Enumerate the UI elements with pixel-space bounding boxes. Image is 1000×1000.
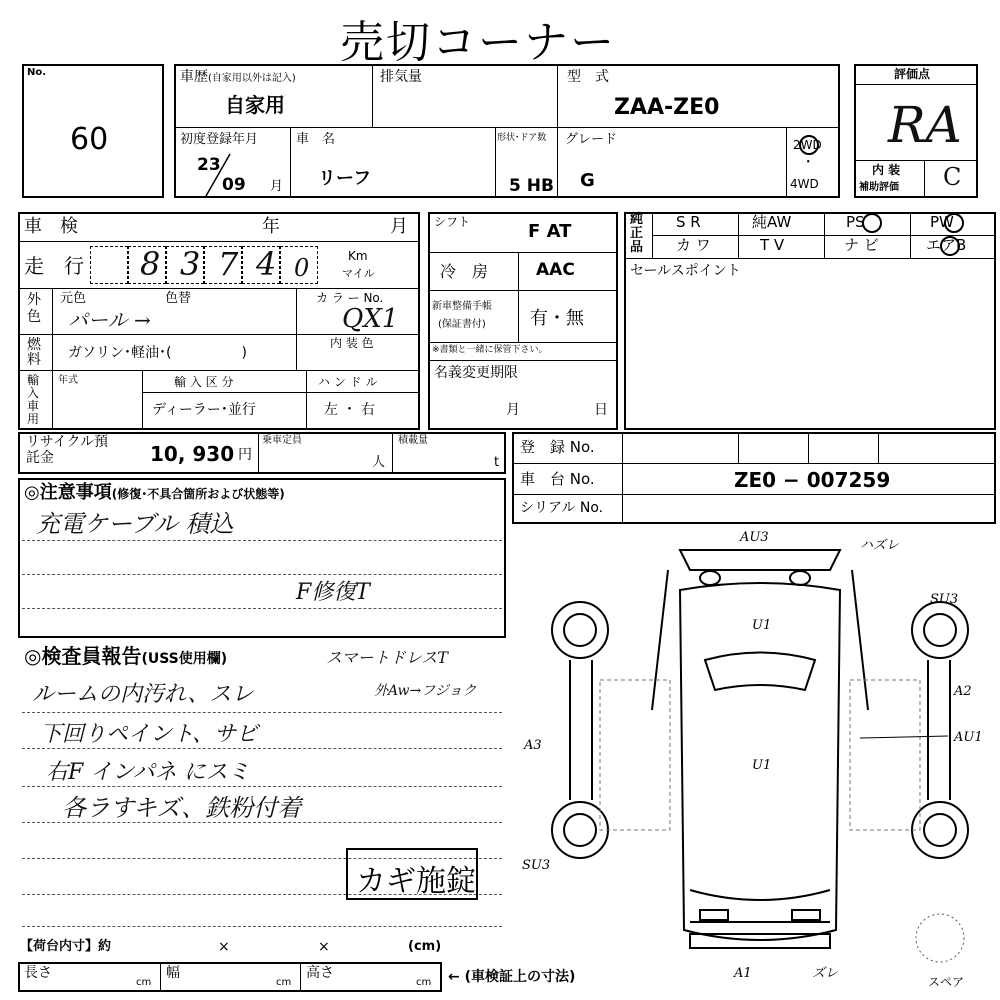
import-class-label: 輸 入 区 分 bbox=[174, 375, 234, 389]
inspection-year-unit: 年 bbox=[262, 216, 280, 237]
diagram-mark-au3: AU3 bbox=[740, 530, 769, 545]
serial-label: シリアル No. bbox=[520, 500, 604, 516]
capacity-label: 乗車定員 bbox=[262, 435, 302, 446]
lock-stamp-text: カギ施錠 bbox=[356, 864, 476, 899]
inspector-line-4: 各ラすキズ、鉄粉付着 bbox=[62, 794, 302, 822]
car-damage-diagram bbox=[540, 530, 980, 970]
diagram-mark-su3-right: SU3 bbox=[930, 592, 959, 607]
load-label: 積載量 bbox=[398, 435, 428, 446]
import-year-label: 年式 bbox=[58, 375, 78, 386]
diagram-mark-a3: A3 bbox=[524, 738, 542, 753]
grade-label: グレード bbox=[565, 132, 618, 147]
evaluation-label: 評価点 bbox=[894, 67, 931, 81]
mileage-unit-mile: マイル bbox=[342, 267, 375, 280]
mileage-d3: 7 bbox=[218, 245, 239, 283]
equip-airbag-circle bbox=[940, 236, 960, 256]
lot-number: 60 bbox=[70, 122, 109, 157]
shift-label: シフト bbox=[434, 215, 471, 229]
mileage-d5: 0 bbox=[294, 254, 310, 282]
cargo-note: ← (車検証上の寸法) bbox=[448, 969, 576, 985]
history-label: 車歴(自家用以外は記入) bbox=[180, 69, 296, 85]
ac-label: 冷 房 bbox=[440, 262, 489, 281]
spare-tire-label: スペア bbox=[928, 975, 965, 989]
import-label: 輸入車用 bbox=[27, 373, 40, 426]
exterior-original-label: 元色 bbox=[60, 291, 87, 306]
recycle-label: リサイクル預託金 bbox=[26, 434, 109, 466]
inspector-title: ◎検査員報告(USS使用欄) bbox=[24, 644, 228, 668]
equip-aw: 純AW bbox=[752, 213, 792, 231]
equip-ps-circle bbox=[862, 213, 882, 233]
mileage-unit-km: Km bbox=[348, 249, 368, 263]
cargo-unit: (cm) bbox=[408, 939, 442, 954]
registration-label: 初度登録年月 bbox=[180, 132, 259, 147]
equip-pw: PW bbox=[930, 213, 954, 231]
recycle-value: 10, 930 bbox=[150, 442, 235, 466]
history-value: 自家用 bbox=[225, 93, 285, 117]
maintenance-sub: (保証書付) bbox=[438, 319, 486, 330]
cargo-x1: × bbox=[218, 939, 230, 955]
load-unit: t bbox=[494, 455, 500, 470]
cargo-dimensions bbox=[18, 962, 442, 992]
equip-tv: T V bbox=[760, 236, 785, 254]
displacement-label: 排気量 bbox=[380, 69, 422, 85]
handle-value: 左 ・ 右 bbox=[324, 402, 375, 418]
fuel-label: 燃料 bbox=[27, 337, 41, 368]
inspector-extra-2: 外Aw→フジョク bbox=[374, 683, 477, 699]
caution-line-2: F修復T bbox=[296, 580, 370, 605]
exterior-value: パール → bbox=[68, 308, 151, 332]
caution-title: ◎注意事項(修復･不具合箇所および状態等) bbox=[24, 482, 285, 503]
diagram-mark-a2: A2 bbox=[954, 684, 972, 699]
diagram-mark-a1: A1 bbox=[734, 966, 752, 981]
cargo-label: 【荷台内寸】約 bbox=[20, 939, 112, 954]
ac-value: AAC bbox=[536, 260, 575, 280]
equip-leather: カ ワ bbox=[676, 236, 711, 254]
cargo-width-label: 幅 bbox=[166, 965, 180, 981]
name-change-label: 名義変更期限 bbox=[434, 365, 518, 381]
diagram-mark-u1-center: U1 bbox=[752, 758, 772, 773]
maintenance-note: ※書類と一緒に保管下さい。 bbox=[432, 345, 548, 355]
genuine-label: 純正品 bbox=[630, 212, 644, 255]
exterior-label: 外色 bbox=[27, 292, 41, 325]
color-no-value: QX1 bbox=[342, 304, 399, 334]
lot-no-label: No. bbox=[27, 67, 47, 78]
equip-pw-circle bbox=[944, 213, 964, 233]
cargo-length-label: 長さ bbox=[24, 965, 52, 981]
car-name-value: リーフ bbox=[318, 168, 372, 189]
evaluation-score: RA bbox=[888, 96, 962, 154]
cargo-height-label: 高さ bbox=[306, 965, 334, 981]
diagram-mark-au1: AU1 bbox=[954, 730, 983, 745]
diagram-mark-su3-left: SU3 bbox=[522, 858, 551, 873]
caution-line-1: 充電ケーブル 積込 bbox=[36, 510, 234, 538]
page-title: 売切コーナー bbox=[340, 17, 616, 68]
mileage-digit-0 bbox=[90, 246, 128, 284]
grade-value: G bbox=[580, 170, 595, 191]
drive-circle bbox=[799, 135, 819, 155]
interior-label: 内 装 bbox=[872, 163, 901, 177]
interior-color-label: 内 装 色 bbox=[330, 336, 374, 350]
shift-value: F AT bbox=[528, 221, 572, 242]
interior-value: C bbox=[943, 163, 962, 191]
inspector-line-3: 右F インパネ にスミ bbox=[46, 760, 250, 785]
cargo-x2: × bbox=[318, 939, 330, 955]
equip-sr: S R bbox=[676, 213, 701, 231]
body-shape-label: 形状･ドア数 bbox=[497, 133, 547, 143]
recycle-unit: 円 bbox=[238, 447, 252, 463]
import-class-value: ディーラー･並行 bbox=[152, 402, 256, 418]
diagram-mark-zure: ズレ bbox=[812, 966, 839, 981]
name-change-month: 月 bbox=[506, 402, 520, 418]
inspector-line-1: ルームの内汚れ、スレ bbox=[32, 682, 254, 707]
registration-year: 23 bbox=[197, 155, 221, 175]
chassis-value: ZE0 − 007259 bbox=[734, 468, 891, 492]
handle-label: ハ ン ド ル bbox=[318, 375, 378, 389]
color-no-label: カ ラ ー No. bbox=[316, 291, 384, 305]
inspector-extra-1: スマートドレスT bbox=[326, 648, 448, 667]
car-name-label: 車 名 bbox=[296, 132, 336, 147]
inspection-month-unit: 月 bbox=[390, 216, 408, 237]
equip-navi: ナ ビ bbox=[844, 236, 879, 254]
diagram-mark-u1-front: U1 bbox=[752, 618, 772, 633]
registration-month-unit: 月 bbox=[270, 179, 284, 194]
sales-point-label: セールスポイント bbox=[630, 263, 741, 279]
inspector-line-2: 下回りペイント、サビ bbox=[40, 722, 259, 747]
chassis-label: 車 台 No. bbox=[520, 470, 595, 488]
mileage-d2: 3 bbox=[180, 245, 201, 283]
drive-2wd: 2WD bbox=[793, 138, 822, 152]
model-value: ZAA-ZE0 bbox=[614, 95, 720, 120]
equip-airbag: エアB bbox=[926, 236, 967, 254]
body-shape-value: 5 HB bbox=[509, 176, 554, 196]
registration-month: 09 bbox=[222, 175, 246, 195]
capacity-unit: 人 bbox=[372, 455, 386, 470]
cargo-width-cm: cm bbox=[276, 977, 292, 988]
mileage-d4: 4 bbox=[256, 245, 277, 283]
mileage-label: 走 行 bbox=[24, 254, 84, 278]
drive-4wd: 4WD bbox=[790, 177, 819, 191]
interior-sub-label: 補助評価 bbox=[859, 182, 899, 193]
diagram-mark-hazure: ハズレ bbox=[860, 538, 900, 553]
name-change-day: 日 bbox=[594, 402, 608, 418]
maintenance-value: 有・無 bbox=[530, 308, 584, 329]
fuel-options: ガソリン･軽油･( ) bbox=[68, 345, 247, 361]
vehicle-header-grid bbox=[174, 64, 840, 198]
cargo-height-cm: cm bbox=[416, 977, 432, 988]
model-label: 型 式 bbox=[567, 69, 609, 85]
exterior-repaint-label: 色替 bbox=[165, 291, 192, 306]
inspection-label: 車 検 bbox=[24, 216, 78, 237]
cargo-length-cm: cm bbox=[136, 977, 152, 988]
equip-ps: PS bbox=[846, 213, 865, 231]
drive-dot: ･ bbox=[805, 155, 812, 170]
maintenance-label: 新車整備手帳 bbox=[432, 301, 492, 312]
reg-no-label: 登 録 No. bbox=[520, 438, 595, 456]
mileage-d1: 8 bbox=[140, 245, 161, 283]
